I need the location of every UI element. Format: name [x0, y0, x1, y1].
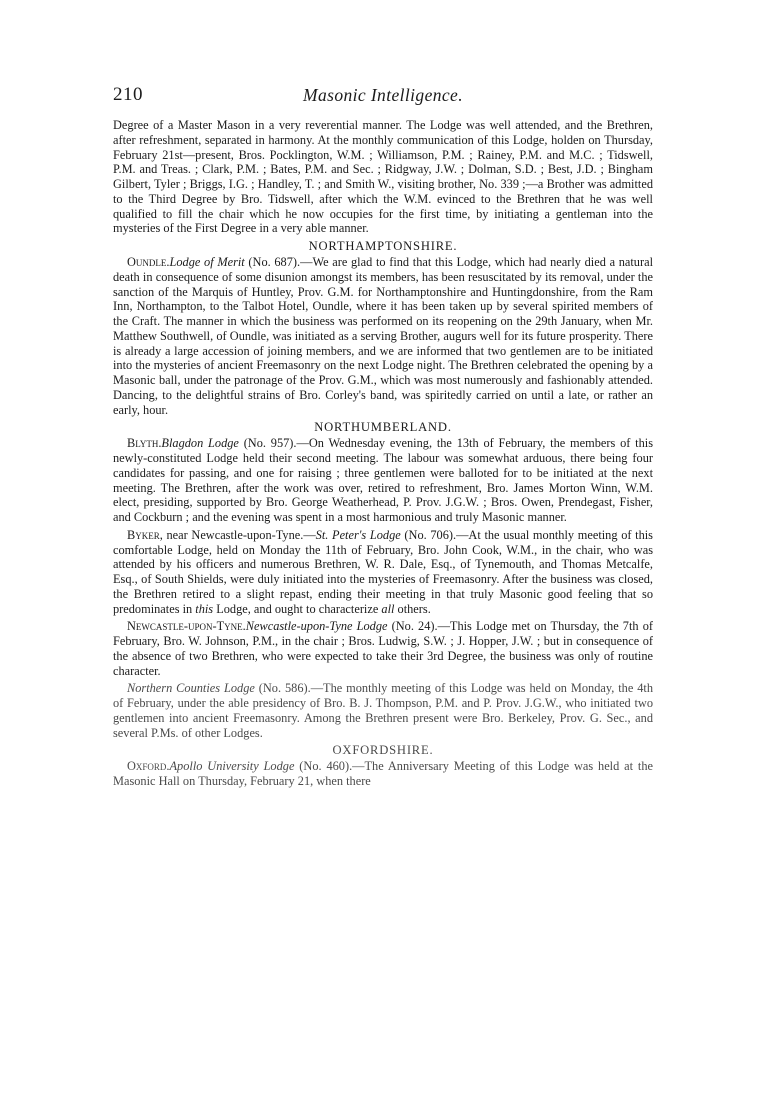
paragraph-blyth — [113, 436, 653, 525]
lodge-name-blagdon: Blagdon Lodge — [161, 436, 239, 451]
lodge-name-merit: Lodge of Merit — [169, 255, 245, 269]
blyth-text: (No. 957).—On Wednesday evening, the 13th of February, the members of this newly-constituted Lodge held their second meeting. The labour was somewhat arduous, there being four candidates for passing, and one for raising ; three gentlemen were balloted for to be initiated at the next meeting. The Brethren, after the work was over, retired to refreshment, Bro. James Morton Winn, W.M. elect, presiding, supported by Bro. George Weatherhead, P. Prov. J.G.W. ; Bros. Owen, Prendegast, Fisher, and Cockburn ; and the evening was spent in a most harmonious and truly Masonic manner. — [113, 436, 653, 524]
section-heading-oxfordshire: OXFORDSHIRE. — [332, 743, 434, 758]
paragraph-oxford — [113, 759, 653, 789]
section-heading-northumberland: NORTHUMBERLAND. — [314, 420, 452, 435]
section-heading-northamptonshire: NORTHAMPTONSHIRE. — [308, 239, 458, 253]
paragraph-oundle — [113, 255, 653, 417]
byker-location: near Newcastle-upon-Tyne.— — [162, 527, 316, 542]
running-title: Masonic Intelligence. — [302, 85, 463, 105]
oundle-text: (No. 687).—We are glad to find that this Lodge, which had nearly died a natural death in consequence of some disunion amongst its members, has been resuscitated by its removal, under the sanction of the Marquis of Huntley, Prov. G.M. for Northamptonshire and Huntingdonshire, from the Ram Inn, Northampton, to the Talbot Hotel, Oundle, where it has been taken up by several spirited members of the Craft. The manner in which the business was performed on its reopening on the 29th January, when Mr. Matthew Southwell, of Oundle, was initiated as a serving Brother, augurs well for its future prosperity. There is already a large accession of joining members, and we are informed that two gentlemen are to be initiated into the mysteries of ancient Freemasonry on the next Lodge night. The Brethren celebrated the opening by a Masonic ball, under the patronage of the Prov. G.M., which was most numerously and fashionably attended. Dancing, to the delightful strains of Bro. Corley's band, was spiritedly carried on until a late, or rather an early, hour. — [113, 255, 653, 417]
paragraph-continuation: Degree of a Master Mason in a very reverential manner. The Lodge was well attended, and the Brethren, after refreshment, separated in harmony. At the monthly communication of this Lodge, holden on Thursday, February 21st—present, Bros. Pocklington, W.M. ; Williamson, P.M. ; Rainey, P.M. and M.C. ; Tidswell, P.M. and Treas. ; Clark, P.M. ; Bates, P.M. and Sec. ; Ridgway, J.W. ; Dolman, S.D. ; Best, J.D. ; Bingham Gilbert, Tyler ; Briggs, I.G. ; Handley, T. ; and Smith W., visiting brother, No. 339 ;—a Brother was admitted to the Third Degree by Bro. Tidswell, after which the W.M. evinced to the Brethren that he was well qualified to fill the chair which he now occupies for the first time, by initiating a gentleman into the mysteries of the First Degree in a very able manner. — [113, 118, 653, 236]
page-header — [113, 84, 653, 110]
place-name-byker: Byker, — [127, 527, 163, 542]
lodge-name-newcastle: Newcastle-upon-Tyne Lodge — [245, 619, 388, 634]
page-number: 210 — [113, 84, 143, 105]
lodge-name-apollo: Apollo University Lodge — [169, 759, 295, 774]
northern-counties-text: (No. 586).—The monthly meeting of this Lodge was held on Monday, the 4th of February, under the able presidency of Bro. B. J. Thompson, P.M. and P. Prov. J.G.W., who initiated two gentlemen into ancient Freemasonry. Among the Brethren present were Bro. Berkeley, Prov. G. Sec., and several P.Ms. of other Lodges. — [113, 681, 653, 740]
oxford-text: (No. 460).—The Anniversary Meeting of this Lodge was held at the Masonic Hall on Thursday, February 21, when there — [113, 759, 653, 788]
place-name-oundle: Oundle. — [127, 255, 170, 269]
document-page — [113, 84, 653, 789]
lodge-name-st-peters: St. Peter's Lodge — [315, 527, 401, 542]
byker-text-1: (No. 706).—At the usual monthly meeting of this comfortable Lodge, held on Monday the 11th of February, Bro. John Cook, W.M., in the chair, who was attended by his officers and numerous Brethren, W. R. Dale, Esq., of Tynemouth, and Thomas Metcalfe, Esq., of South Shields, were duly initiated into the mysteries of Freemasonry. After the business was closed, the Brethren retired to a slight repast, ending their meeting in that truly Masonic good feeling that so predominates in — [113, 527, 653, 616]
byker-emphasis-this: this — [195, 601, 214, 616]
lodge-name-northern-counties: Northern Counties Lodge — [127, 681, 255, 696]
byker-text-2: Lodge, and ought to characterize — [213, 601, 382, 616]
article-body — [113, 118, 653, 789]
byker-emphasis-all: all — [381, 601, 395, 616]
place-name-oxford: Oxford. — [127, 759, 170, 774]
byker-text-3: others. — [394, 601, 431, 616]
paragraph-byker — [113, 528, 653, 617]
newcastle-text: (No. 24).—This Lodge met on Thursday, the 7th of February, Bro. W. Johnson, P.M., in the chair ; Bros. Ludwig, S.W. ; J. Hopper, J.W. ; but in consequence of the absence of two Brethren, who were expected to take their 3rd Degree, the business was only of routine character. — [113, 619, 653, 678]
paragraph-northern-counties — [113, 681, 653, 740]
place-name-blyth: Blyth. — [127, 436, 162, 451]
paragraph-newcastle — [113, 619, 653, 678]
place-name-newcastle: Newcastle-upon-Tyne. — [127, 619, 246, 634]
